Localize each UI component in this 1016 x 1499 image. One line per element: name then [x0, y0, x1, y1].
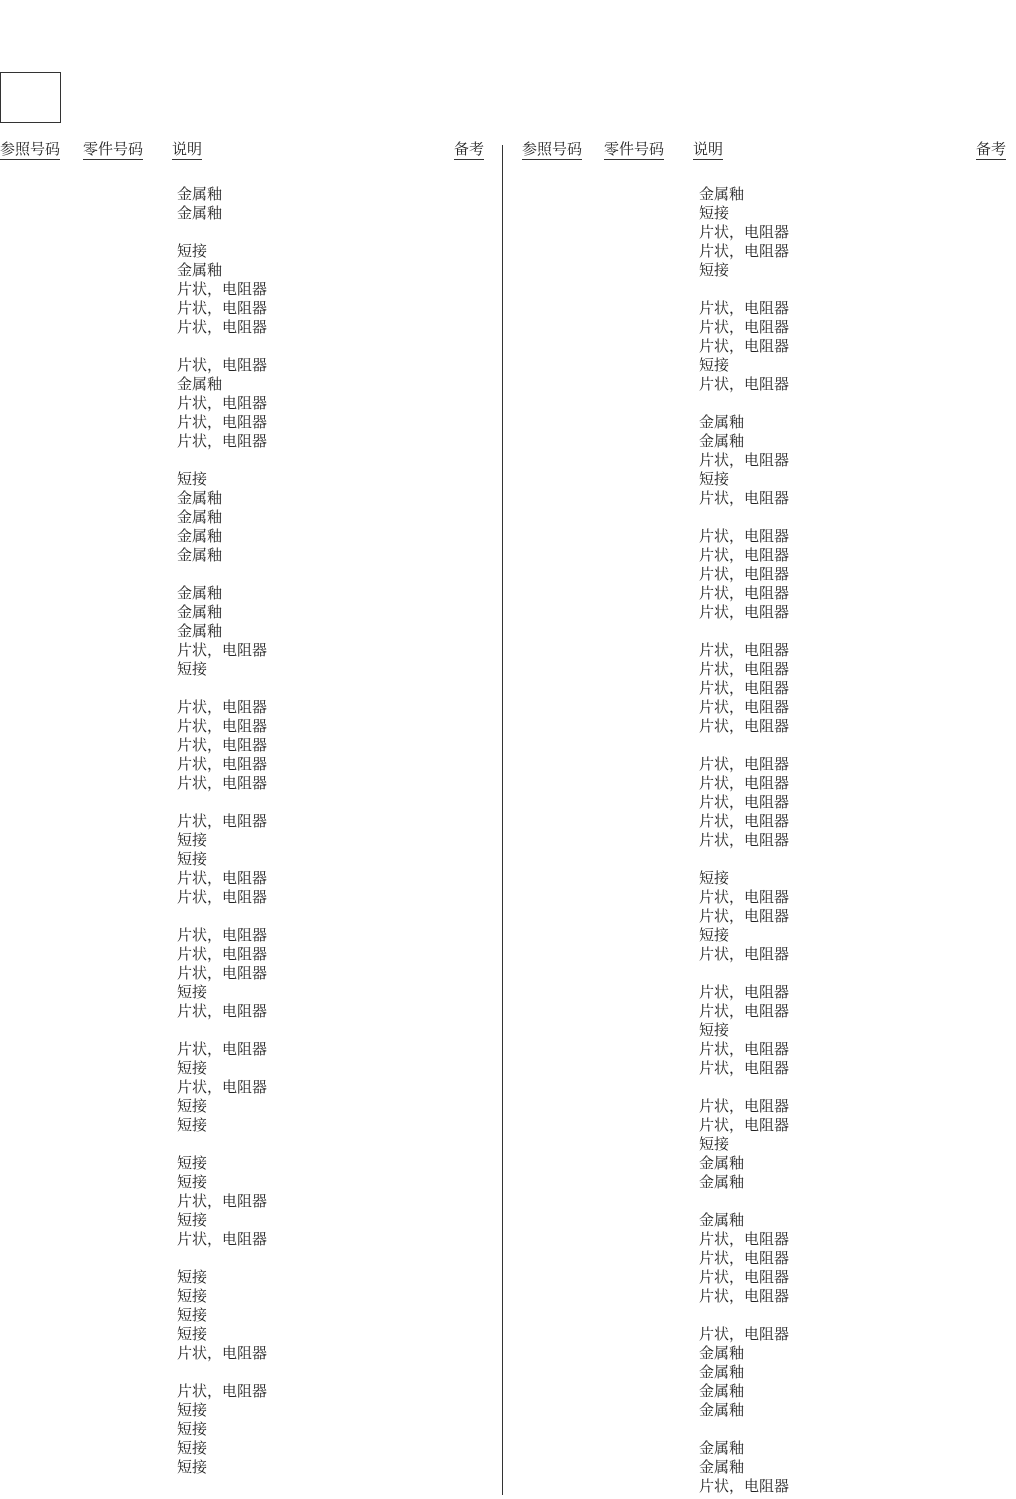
description-line: 金属釉 — [699, 1382, 745, 1400]
description-line: 短接 — [699, 261, 730, 279]
description-line: 金属釉 — [699, 1439, 745, 1457]
description-line: 片状，电阻器 — [699, 489, 790, 507]
description-line: 片状，电阻器 — [699, 774, 790, 792]
description-line: 短接 — [177, 983, 208, 1001]
description-line: 金属釉 — [177, 622, 223, 640]
description-line: 片状，电阻器 — [177, 413, 268, 431]
description-line: 短接 — [177, 1306, 208, 1324]
description-line: 片状，电阻器 — [699, 812, 790, 830]
description-line: 金属釉 — [699, 1401, 745, 1419]
description-line: 片状，电阻器 — [699, 223, 790, 241]
spacer-line — [177, 565, 377, 584]
description-line: 片状，电阻器 — [699, 945, 790, 963]
description-line: 片状，电阻器 — [177, 1344, 268, 1362]
description-line: 片状，电阻器 — [177, 698, 268, 716]
description-line: 短接 — [177, 850, 208, 868]
description-line: 片状，电阻器 — [699, 546, 790, 564]
spacer-line — [699, 850, 899, 869]
description-line: 短接 — [699, 926, 730, 944]
description-line: 片状，电阻器 — [699, 337, 790, 355]
description-line: 片状，电阻器 — [699, 1116, 790, 1134]
description-line: 片状，电阻器 — [699, 1477, 790, 1495]
left-description-list — [177, 185, 377, 1477]
header-part-no-left: 零件号码 — [83, 140, 144, 158]
spacer-line — [699, 736, 899, 755]
header-remarks-left: 备考 — [454, 140, 485, 158]
description-line: 片状，电阻器 — [177, 964, 268, 982]
description-line: 金属釉 — [177, 546, 223, 564]
description-line: 片状，电阻器 — [177, 717, 268, 735]
description-line: 片状，电阻器 — [177, 945, 268, 963]
description-line: 片状，电阻器 — [699, 603, 790, 621]
description-line: 短接 — [177, 1059, 208, 1077]
spacer-line — [177, 451, 377, 470]
description-line: 短接 — [177, 660, 208, 678]
description-line: 片状，电阻器 — [699, 299, 790, 317]
description-line: 片状，电阻器 — [177, 1078, 268, 1096]
description-line: 金属釉 — [177, 489, 223, 507]
description-line: 片状，电阻器 — [699, 1325, 790, 1343]
header-description-right: 说明 — [693, 140, 724, 158]
description-line: 金属釉 — [699, 185, 745, 203]
description-line: 片状，电阻器 — [699, 1287, 790, 1305]
corner-box — [0, 72, 61, 123]
description-line: 金属釉 — [699, 1344, 745, 1362]
spacer-line — [177, 1363, 377, 1382]
description-line: 短接 — [177, 831, 208, 849]
description-line: 片状，电阻器 — [177, 736, 268, 754]
spacer-line — [699, 280, 899, 299]
description-line: 短接 — [177, 1420, 208, 1438]
spacer-line — [699, 394, 899, 413]
description-line: 片状，电阻器 — [699, 831, 790, 849]
description-line: 片状，电阻器 — [177, 641, 268, 659]
description-line: 片状，电阻器 — [177, 774, 268, 792]
description-line: 短接 — [177, 1154, 208, 1172]
spacer-line — [699, 1078, 899, 1097]
spacer-line — [177, 1249, 377, 1268]
description-line: 片状，电阻器 — [699, 1097, 790, 1115]
spacer-line — [177, 793, 377, 812]
description-line: 片状，电阻器 — [699, 679, 790, 697]
description-line: 片状，电阻器 — [177, 888, 268, 906]
description-line: 片状，电阻器 — [699, 1040, 790, 1058]
spacer-line — [699, 1306, 899, 1325]
description-line: 片状，电阻器 — [177, 299, 268, 317]
description-line: 片状，电阻器 — [699, 1059, 790, 1077]
header-description-left: 说明 — [172, 140, 203, 158]
description-line: 片状，电阻器 — [699, 1002, 790, 1020]
header-ref-no-right: 参照号码 — [522, 140, 583, 158]
description-line: 金属釉 — [177, 527, 223, 545]
description-line: 片状，电阻器 — [177, 755, 268, 773]
description-line: 片状，电阻器 — [177, 812, 268, 830]
description-line: 金属釉 — [177, 375, 223, 393]
spacer-line — [177, 1135, 377, 1154]
description-line: 片状，电阻器 — [699, 793, 790, 811]
description-line: 短接 — [177, 1116, 208, 1134]
description-line: 金属釉 — [699, 1173, 745, 1191]
spacer-line — [699, 964, 899, 983]
description-line: 金属釉 — [177, 508, 223, 526]
description-line: 片状，电阻器 — [699, 983, 790, 1001]
description-line: 片状，电阻器 — [699, 451, 790, 469]
description-line: 片状，电阻器 — [699, 527, 790, 545]
description-line: 片状，电阻器 — [177, 1002, 268, 1020]
description-line: 片状，电阻器 — [699, 907, 790, 925]
description-line: 金属釉 — [699, 1154, 745, 1172]
spacer-line — [699, 508, 899, 527]
header-ref-no-left: 参照号码 — [0, 140, 61, 158]
description-line: 片状，电阻器 — [699, 888, 790, 906]
spacer-line — [177, 679, 377, 698]
description-line: 片状，电阻器 — [699, 1268, 790, 1286]
description-line: 金属釉 — [177, 261, 223, 279]
column-divider — [502, 145, 503, 1495]
description-line: 金属釉 — [177, 185, 223, 203]
description-line: 短接 — [177, 1287, 208, 1305]
description-line: 金属釉 — [177, 204, 223, 222]
spacer-line — [177, 1021, 377, 1040]
description-line: 短接 — [177, 1439, 208, 1457]
right-description-list — [699, 185, 899, 1496]
spacer-line — [177, 223, 377, 242]
description-line: 片状，电阻器 — [177, 926, 268, 944]
description-line: 短接 — [177, 1211, 208, 1229]
description-line: 金属釉 — [699, 1211, 745, 1229]
description-line: 片状，电阻器 — [699, 698, 790, 716]
description-line: 片状，电阻器 — [177, 356, 268, 374]
description-line: 短接 — [177, 470, 208, 488]
header-part-no-right: 零件号码 — [604, 140, 665, 158]
description-line: 金属釉 — [699, 1363, 745, 1381]
description-line: 片状，电阻器 — [177, 1192, 268, 1210]
description-line: 片状，电阻器 — [177, 1230, 268, 1248]
description-line: 金属釉 — [699, 1458, 745, 1476]
description-line: 片状，电阻器 — [177, 318, 268, 336]
description-line: 短接 — [177, 242, 208, 260]
description-line: 片状，电阻器 — [699, 660, 790, 678]
description-line: 短接 — [699, 470, 730, 488]
description-line: 短接 — [699, 204, 730, 222]
spacer-line — [177, 337, 377, 356]
description-line: 片状，电阻器 — [699, 1230, 790, 1248]
description-line: 短接 — [699, 1135, 730, 1153]
header-remarks-right: 备考 — [976, 140, 1007, 158]
description-line: 短接 — [177, 1268, 208, 1286]
description-line: 片状，电阻器 — [699, 717, 790, 735]
description-line: 片状，电阻器 — [177, 1382, 268, 1400]
spacer-line — [177, 907, 377, 926]
description-line: 片状，电阻器 — [699, 755, 790, 773]
description-line: 短接 — [177, 1325, 208, 1343]
description-line: 片状，电阻器 — [699, 584, 790, 602]
description-line: 片状，电阻器 — [699, 318, 790, 336]
description-line: 金属釉 — [699, 413, 745, 431]
description-line: 片状，电阻器 — [177, 1040, 268, 1058]
description-line: 片状，电阻器 — [699, 242, 790, 260]
description-line: 短接 — [177, 1458, 208, 1476]
spacer-line — [699, 1192, 899, 1211]
description-line: 金属釉 — [699, 432, 745, 450]
description-line: 短接 — [177, 1097, 208, 1115]
description-line: 金属釉 — [177, 584, 223, 602]
description-line: 短接 — [699, 869, 730, 887]
description-line: 片状，电阻器 — [699, 565, 790, 583]
spacer-line — [699, 622, 899, 641]
description-line: 片状，电阻器 — [177, 432, 268, 450]
spacer-line — [699, 1420, 899, 1439]
description-line: 金属釉 — [177, 603, 223, 621]
description-line: 短接 — [177, 1173, 208, 1191]
description-line: 短接 — [699, 356, 730, 374]
description-line: 片状，电阻器 — [177, 280, 268, 298]
description-line: 短接 — [177, 1401, 208, 1419]
description-line: 片状，电阻器 — [177, 394, 268, 412]
description-line: 短接 — [699, 1021, 730, 1039]
description-line: 片状，电阻器 — [177, 869, 268, 887]
description-line: 片状，电阻器 — [699, 1249, 790, 1267]
description-line: 片状，电阻器 — [699, 641, 790, 659]
description-line: 片状，电阻器 — [699, 375, 790, 393]
